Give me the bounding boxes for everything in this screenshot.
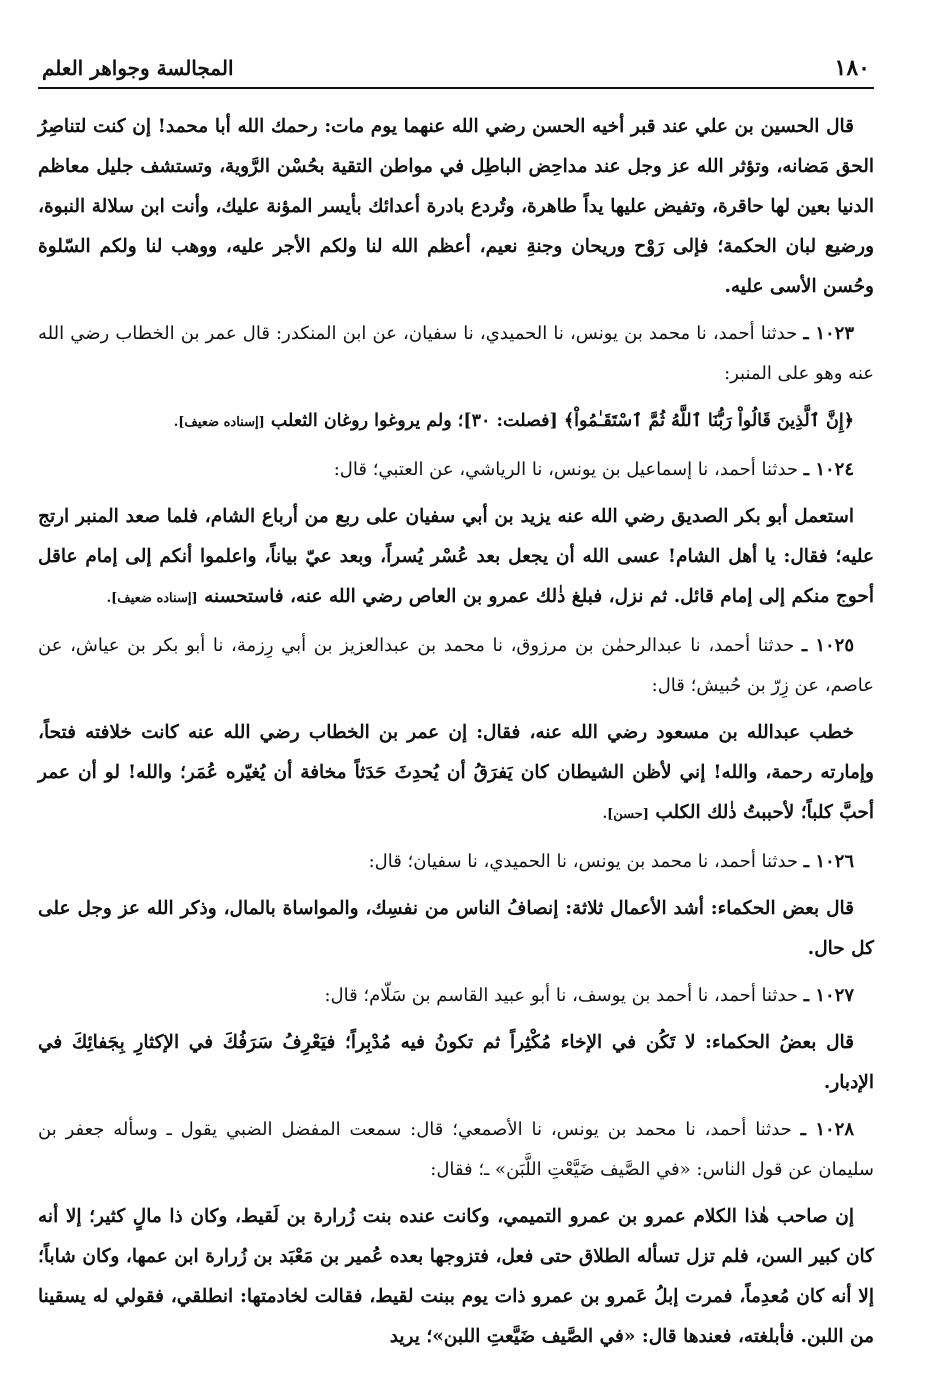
narration-number: ١٠٢٥ ـ xyxy=(801,635,855,656)
paragraph-text: حدثنا أحمد، نا محمد بن يونس، نا الحميدي، نا سفيان؛ قال: xyxy=(368,851,799,872)
paragraph-text: إن صاحب هٰذا الكلام عمرو بن عمرو التميمي، وكانت عنده بنت زُرارة بن لَقيط، وكان ذا مالٍ كثير؛ إلا أنه كان كبير السن، فلم تزل تسأله الطلاق حتى فعل، فتزوجها بعده عُمير بن مَعْبَد بن زُرارة ابن عمها، وكان شاباً؛ إلا أنه كان مُعدِماً، فمرت إبلُ عَمرو بن عمرو ذات يوم ببنت لقيط، فقالت لخادمتها: انطلقي، فقولي له يسقينا من اللبن. فأبلغته، فعندها قال: «في الصَّيف ضَيَّعتِ اللبن»؛ يريد xyxy=(38,1206,874,1347)
narration-number: ١٠٢٣ ـ xyxy=(803,323,854,344)
isnad-paragraph xyxy=(38,842,874,882)
text-body xyxy=(38,107,874,1357)
isnad-paragraph xyxy=(38,626,874,706)
paragraph-text: حدثنا أحمد، نا محمد بن يونس، نا الحميدي، نا سفيان، عن ابن المنكدر: قال عمر بن الخطاب رضي الله عنه وهو على المنبر: xyxy=(38,323,874,384)
paragraph-text: قال بعض الحكماء: أشد الأعمال ثلاثة: إنصافُ الناس من نفسِك، والمواساة بالمال، وذكر الله عز وجل على كل حال. xyxy=(38,898,874,959)
text-paragraph xyxy=(38,713,874,835)
text-paragraph xyxy=(38,1023,874,1103)
narration-number: ١٠٢٦ ـ xyxy=(803,851,854,872)
text-paragraph xyxy=(38,889,874,969)
paragraph-text: ﴿إِنَّ ٱلَّذِينَ قَالُواْ رَبُّنَا ٱللَّهُ ثُمَّ ٱسْتَقَـٰمُواْ﴾ [فصلت: ٣٠]؛ ولم يروغوا روغان الثعلب xyxy=(270,411,854,431)
isnad-paragraph xyxy=(38,1110,874,1190)
hadith-grade: [إسناده ضعيف]. xyxy=(173,415,265,430)
quran-verse xyxy=(38,401,874,443)
page-number: ١٨٠ xyxy=(834,55,870,81)
isnad-paragraph xyxy=(38,450,874,490)
text-paragraph xyxy=(38,107,874,307)
hadith-grade: [حسن]. xyxy=(602,807,649,822)
page-header xyxy=(38,55,874,89)
isnad-paragraph xyxy=(38,314,874,394)
paragraph-text: حدثنا أحمد، نا إسماعيل بن يونس، نا الرياشي، عن العتبي؛ قال: xyxy=(333,459,799,480)
paragraph-text: قال بعضُ الحكماء: لا تَكُن في الإخاء مُكْثِراً ثم تكونُ فيه مُدْبِراً؛ فيَعْرِفُ سَرَفُكَ في الإكثارِ بِجَفائِكَ في الإدبار. xyxy=(38,1032,874,1093)
hadith-grade: [إسناده ضعيف]. xyxy=(106,591,198,606)
paragraph-text: قال الحسين بن علي عند قبر أخيه الحسن رضي الله عنهما يوم مات: رحمك الله أبا محمد! إن كنت لتناصِرُ الحق مَضانه، وتؤثر الله عز وجل عند مداحِض الباطِل في مواطن التقية بحُسْن الرَّوية، وتستشف جليل معاظم الدنيا بعين لها حاقرة، وتفيض عليها يداً طاهرة، وتُردع بادرة أعدائك بأيسر المؤنة عليك، وأنت ابن سلالة النبوة، ورضيع لبان الحكمة؛ فإلى رَوْح وريحان وجنةِ نعيم، أعظم الله لنا ولكم الأجر عليه، ووهب لنا ولكم السّلوة وحُسن الأسى عليه. xyxy=(38,116,874,297)
narration-number: ١٠٢٨ ـ xyxy=(800,1119,854,1140)
text-paragraph xyxy=(38,1197,874,1357)
paragraph-text: استعمل أبو بكر الصديق رضي الله عنه يزيد بن أبي سفيان على ربع من أرباع الشام، فلما صعد المنبر ارتج عليه؛ فقال: يا أهل الشام! عسى الله أن يجعل بعد عُسْر يُسراً، وبعد عيّ بياناً، واعلموا أنكم إلى إمام عاقل أحوج منكم إلى إمام قائل. ثم نزل، فبلغ ذٰلك عمرو بن العاص رضي الله عنه، فاستحسنه xyxy=(38,506,874,607)
paragraph-text: حدثنا أحمد، نا محمد بن يونس، نا الأصمعي؛ قال: سمعت المفضل الضبي يقول ـ وسأله جعفر بن سليمان عن قول الناس: «في الصَّيف ضَيَّعْتِ اللَّبَن» ـ؛ فقال: xyxy=(38,1119,874,1180)
narration-number: ١٠٢٧ ـ xyxy=(803,985,854,1006)
text-paragraph xyxy=(38,497,874,619)
isnad-paragraph xyxy=(38,976,874,1016)
running-title: المجالسة وجواهر العلم xyxy=(42,56,234,80)
paragraph-text: حدثنا أحمد، نا أحمد بن يوسف، نا أبو عبيد القاسم بن سَلّام؛ قال: xyxy=(324,985,799,1006)
book-page xyxy=(38,55,874,1364)
narration-number: ١٠٢٤ ـ xyxy=(803,459,854,480)
paragraph-text: حدثنا أحمد، نا عبدالرحمٰن بن مرزوق، نا محمد بن عبدالعزيز بن أبي رِزمة، نا أبو بكر بن عياش، عن عاصم، عن زِرّ بن حُبيش؛ قال: xyxy=(38,635,874,696)
paragraph-text: خطب عبدالله بن مسعود رضي الله عنه، فقال: إن عمر بن الخطاب رضي الله عنه كانت خلافته فتحاً، وإمارته رحمة، والله! إني لأظن الشيطان كان يَفرَقُ أن يُحدِثَ حَدَثاً مخافة أن يُغيّره عُمَر؛ والله! لو أن عمر أحبَّ كلباً؛ لأحببتُ ذٰلك الكلب xyxy=(38,722,874,823)
